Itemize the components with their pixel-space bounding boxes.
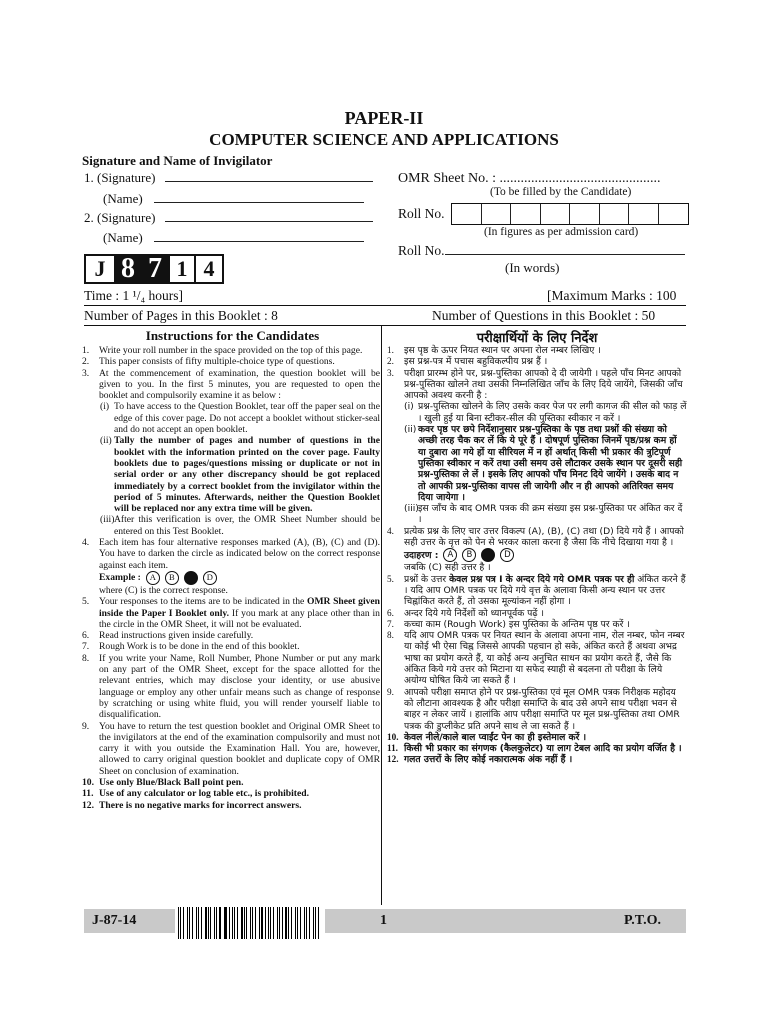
pto-label: P.T.O. xyxy=(624,913,661,928)
list-item: 8. If you write your Name, Roll Number, Phone Number or put any mark on any part of the OMR Sheet, except for the space allotted for the relevant entries, which may disclose your identity, or use abusive language or employ any other unfair means such as change of response by scratching or using white fluid, you will render yourself liable to disqualification. xyxy=(82,652,380,721)
option-bubble-d: D xyxy=(203,571,217,585)
list-item: 1. Write your roll number in the space provided on the top of this page. xyxy=(82,345,363,356)
barcode-stripe xyxy=(255,907,256,939)
barcode-stripe xyxy=(250,907,251,939)
barcode-stripe xyxy=(189,907,190,939)
roll-digit-box xyxy=(570,204,600,224)
roll-digit-box xyxy=(511,204,541,224)
barcode-stripe xyxy=(285,907,287,939)
list-item: 10. केवल नीले/काले बाल प्वाईंट पेन का ही इस्तेमाल करें । xyxy=(387,731,587,743)
list-item: 9. आपको परीक्षा समाप्त होने पर प्रश्न-पुस्तिका एवं मूल OMR पत्रक निरीक्षक महोदय को लौटाना आवश्यक है और परीक्षा समाप्ति के बाद उसे अपने साथ परीक्षा भवन से बाहर न लेकर जायें । हालांकि आप परीक्षा समाप्ति पर मूल प्रश्न-पुस्तिका तथा OMR पत्रक की डुप्लीकेट प्रति अपने साथ ले जा सकते हैं । xyxy=(387,686,680,732)
barcode-stripe xyxy=(315,907,316,939)
list-item: 4. Each item has four alternative responses marked (A), (B), (C) and (D). You have to darken the circle as indicated below on the correct response against each item. xyxy=(82,537,380,571)
roll-number-note: (In figures as per admission card) xyxy=(484,226,639,238)
name-line-1 xyxy=(103,191,364,207)
roll-words-blank xyxy=(445,254,685,255)
barcode-stripe xyxy=(270,907,271,939)
list-item: 6. Read instructions given inside carefully. xyxy=(82,630,254,642)
code-digit-dark: 8 xyxy=(116,256,142,282)
code-letter: J xyxy=(86,256,116,282)
list-item: 4. प्रत्येक प्रश्न के लिए चार उत्तर विकल्प (A), (B), (C) तथा (D) दिये गये हैं । आपको सही उत्तर के वृत्त को पेन से भरकर काला करना है जैसा कि नीचे दिखाया गया है । xyxy=(387,525,684,549)
footer-code: J-87-14 xyxy=(92,913,137,928)
barcode-stripe xyxy=(196,907,197,939)
list-item: 2. This paper consists of fifty multiple-choice type of questions. xyxy=(82,356,335,368)
list-item: 11. Use of any calculator or log table etc., is prohibited. xyxy=(82,788,309,800)
paper-code-box xyxy=(84,254,224,284)
question-count: Number of Questions in this Booklet : 50 xyxy=(432,308,656,323)
list-item: 12. गलत उत्तरों के लिए कोई नकारात्मक अंक नहीं हैं । xyxy=(387,754,573,766)
barcode-stripe xyxy=(224,907,225,939)
barcode-stripe xyxy=(288,907,289,939)
invigilator-heading: Signature and Name of Invigilator xyxy=(82,153,273,168)
list-item: 8. यदि आप OMR पत्रक पर नियत स्थान के अलावा अपना नाम, रोल नम्बर, फोन नम्बर या कोई भी ऐसा चिह्न जिससे आपकी पहचान हो सके, अंकित करते हैं अथवा अभद्र भाषा का प्रयोग करते हैं, या कोई अन्य अनुचित साधन का प्रयोग करते हैं, जैसे कि अंकित किये गये उत्तर को मिटाना या सफेद स्याही से बदलना तो परीक्षा के लिये अयोग्य घोषित किये जा सकते हैं । xyxy=(387,630,685,687)
barcode-stripe xyxy=(219,907,221,939)
list-subitem: (ii) Tally the number of pages and number of questions in the booklet with the information printed on the cover page. Faulty booklets due to pages/questions missing or duplicate or not in serial order or any other discrepancy should be got replaced immediately by a correct booklet from the invigilator within the period of 5 minutes. Afterwards, neither the Question Booklet will be replaced nor any extra time will be given. xyxy=(100,435,380,515)
barcode-stripe xyxy=(291,907,292,939)
instructions-list-en xyxy=(82,345,380,811)
roll-number-boxes xyxy=(451,203,689,225)
barcode-stripe xyxy=(183,907,184,939)
name-label-2: (Name) xyxy=(103,230,143,245)
example-label-hi: उदाहरण : xyxy=(404,549,439,561)
barcode-stripe xyxy=(300,907,301,939)
roll-digit-box xyxy=(600,204,630,224)
name-label-1: (Name) xyxy=(103,191,143,206)
paper-title: PAPER-II xyxy=(344,108,424,128)
example-row xyxy=(99,571,380,585)
maximum-marks: [Maximum Marks : 100 xyxy=(547,288,677,303)
instructions-heading-hi: परीक्षार्थियों के लिए निर्देश xyxy=(476,331,598,346)
signature-label-2: 2. (Signature) xyxy=(84,210,156,225)
barcode-stripe xyxy=(241,907,243,939)
barcode-stripe xyxy=(234,907,235,939)
roll-digit-box xyxy=(452,204,482,224)
barcode-stripe xyxy=(192,907,193,939)
barcode-stripe xyxy=(306,907,307,939)
list-item: 11. किसी भी प्रकार का संगणक (कैलकुलेटर) या लाग टेबल आदि का प्रयोग वर्जित है । xyxy=(387,743,682,755)
name-blank-1 xyxy=(154,191,364,203)
barcode-stripe xyxy=(214,907,215,939)
example-note-hi: जबकि (C) सही उत्तर है । xyxy=(404,562,491,574)
barcode-stripe xyxy=(198,907,199,939)
barcode-stripe xyxy=(313,907,314,939)
subject-title: COMPUTER SCIENCE AND APPLICATIONS xyxy=(209,130,559,149)
barcode-stripe xyxy=(273,907,274,939)
option-bubble-a: A xyxy=(146,571,160,585)
roll-words-label: Roll No. xyxy=(398,243,445,258)
list-item: 7. कच्चा काम (Rough Work) इस पुस्तिका के अन्तिम पृष्ठ पर करें । xyxy=(387,618,630,630)
divider xyxy=(84,325,686,326)
list-item: 2. इस प्रश्न-पत्र में पचास बहुविकल्पीय प्रश्न हैं । xyxy=(387,356,548,368)
barcode-stripe xyxy=(277,907,278,939)
list-item: 7. Rough Work is to be done in the end of this booklet. xyxy=(82,641,300,653)
divider xyxy=(84,305,686,306)
barcode-stripe xyxy=(259,907,260,939)
roll-digit-box xyxy=(659,204,689,224)
barcode-stripe xyxy=(205,907,207,939)
signature-blank-1 xyxy=(165,170,373,182)
list-subitem: (i) प्रश्न-पुस्तिका खोलने के लिए उसके कवर पेज पर लगी कागज की सील को फाड़ लें । खुली हुई या बिना स्टीकर-सील की पुस्तिका स्वीकार न करें । xyxy=(404,401,687,424)
barcode-stripe xyxy=(244,907,245,939)
barcode-stripe xyxy=(252,907,253,939)
name-blank-2 xyxy=(154,230,364,242)
barcode-stripe xyxy=(318,907,319,939)
barcode-stripe xyxy=(279,907,280,939)
column-divider xyxy=(381,325,382,905)
option-bubble-c-filled xyxy=(481,548,495,562)
barcode-stripe xyxy=(208,907,209,939)
barcode-stripe xyxy=(216,907,217,939)
barcode-stripe xyxy=(229,907,230,939)
barcode-stripe xyxy=(225,907,226,939)
omr-note: (To be filled by the Candidate) xyxy=(490,186,632,198)
roll-digit-box xyxy=(629,204,659,224)
barcode-stripe xyxy=(232,907,233,939)
list-item: 5. प्रश्नों के उत्तर केवल प्रश्न पत्र I के अन्दर दिये गये OMR पत्रक पर ही अंकित करने हैं । यदि आप OMR पत्रक पर दिये गये वृत्त के अलावा किसी अन्य स्थान पर उत्तर चिह्नांकित करते हैं, तो उसका मूल्यांकन नहीं होगा । xyxy=(387,573,686,608)
option-bubble-a: A xyxy=(443,548,457,562)
barcode-stripe xyxy=(309,907,310,939)
barcode-stripe xyxy=(295,907,296,939)
roll-in-words-line xyxy=(398,243,685,259)
example-note: where (C) is the correct response. xyxy=(99,584,228,596)
roll-number-label: Roll No. xyxy=(398,206,445,221)
barcode-stripe xyxy=(304,907,306,939)
barcode-stripe xyxy=(187,907,189,939)
example-label: Example : xyxy=(99,572,141,584)
list-subitem: (i) To have access to the Question Booklet, tear off the paper seal on the edge of this cover page. Do not accept a booklet without sticker-seal and do not accept an open booklet. xyxy=(100,401,380,436)
instructions-list-hi xyxy=(387,345,687,766)
instructions-heading-en: Instructions for the Candidates xyxy=(145,328,320,343)
signature-line-1 xyxy=(84,170,373,186)
barcode-stripe xyxy=(237,907,238,939)
list-subitem: (iii) After this verification is over, the OMR Sheet Number should be entered on this Test Booklet. xyxy=(100,514,380,537)
barcode-stripe xyxy=(178,907,179,939)
page-count: Number of Pages in this Booklet : 8 xyxy=(84,308,278,323)
signature-blank-2 xyxy=(165,210,373,222)
roll-digit-box xyxy=(482,204,512,224)
signature-line-2 xyxy=(84,210,373,226)
barcode-stripe xyxy=(210,907,211,939)
barcode-stripe xyxy=(261,907,263,939)
list-item: 5. Your responses to the items are to be indicated in the OMR Sheet given inside the Paper I Booklet only. If you mark at any place other than in the circle in the OMR Sheet, it will not be evaluated. xyxy=(82,596,381,630)
list-item: 9. You have to return the test question booklet and Original OMR Sheet to the invigilators at the end of the examination compulsorily and must not carry it with you outside the Examination Hall. You are, however, allowed to carry original question booklet and duplicate copy of OMR Sheet on conclusion of examination. xyxy=(82,720,380,777)
signature-label-1: 1. (Signature) xyxy=(84,170,156,185)
barcode-stripe xyxy=(265,907,266,939)
list-item: 6. अन्दर दिये गये निर्देशों को ध्यानपूर्वक पढ़ें । xyxy=(387,607,544,619)
list-item: 1. इस पृष्ठ के ऊपर नियत स्थान पर अपना रोल नम्बर लिखिए । xyxy=(387,345,601,356)
code-digit: 1 xyxy=(170,256,196,282)
list-item: 12. There is no negative marks for incorrect answers. xyxy=(82,799,302,811)
option-bubble-b: B xyxy=(462,548,476,562)
list-item: 3. At the commencement of examination, the question booklet will be given to you. In the first 5 minutes, you are requested to open the booklet and compulsorily examine it as below : xyxy=(82,367,380,402)
barcode-stripe xyxy=(246,907,247,939)
option-bubble-d: D xyxy=(500,548,514,562)
barcode-stripe xyxy=(297,907,298,939)
name-line-2 xyxy=(103,230,364,246)
barcode-stripe xyxy=(180,907,181,939)
in-words-note: (In words) xyxy=(505,260,560,275)
time-allowed: Time : 1 ¹/₄ hours] xyxy=(84,288,184,303)
code-digit-dark: 7 xyxy=(142,256,170,282)
list-subitem: (ii) कवर पृष्ठ पर छपे निर्देशानुसार प्रश्न-पुस्तिका के पृष्ठ तथा प्रश्नों की संख्या को अच्छी तरह चैक कर लें कि ये पूरे हैं । दोषपूर्ण पुस्तिका जिनमें पृष्ठ/प्रश्न कम हों या दुबारा आ गये हों या सीरियल में न हों अर्थात् किसी भी प्रकार की त्रुटिपूर्ण पुस्तिका स्वीकार न करें तथा उसी समय उसे लौटाकर उसके स्थान पर दूसरी सही प्रश्न-पुस्तिका ले लें । इसके लिए आपको पाँच मिनट दिये जायेंगे । उसके बाद न तो आपकी प्रश्न-पुस्तिका वापस ली जायेगी और न ही आपको अतिरिक्त समय दिया जायेगा । xyxy=(404,424,683,503)
barcode-stripe xyxy=(268,907,269,939)
example-row-hi xyxy=(404,548,687,562)
option-bubble-c-filled xyxy=(184,571,198,585)
list-item: 10. Use only Blue/Black Ball point pen. xyxy=(82,776,244,788)
list-item: 3. परीक्षा प्रारम्भ होने पर, प्रश्न-पुस्तिका आपको दे दी जायेगी । पहले पाँच मिनट आपको प्रश्न-पुस्तिका खोलने तथा उसकी निम्नलिखित जाँच के लिए दिये जायेंगे, जिसकी जाँच आपको अवश्य करनी है : xyxy=(387,367,683,402)
barcode-image xyxy=(175,906,325,940)
barcode-stripe xyxy=(282,907,283,939)
page-number: 1 xyxy=(380,913,387,928)
roll-digit-box xyxy=(541,204,571,224)
omr-sheet-number: OMR Sheet No. : .............................................. xyxy=(398,171,661,186)
barcode-stripe xyxy=(201,907,202,939)
option-bubble-b: B xyxy=(165,571,179,585)
list-subitem: (iii) इस जाँच के बाद OMR पत्रक की क्रम संख्या इस प्रश्न-पुस्तिका पर अंकित कर दें । xyxy=(404,503,683,526)
code-digit: 4 xyxy=(203,256,215,281)
